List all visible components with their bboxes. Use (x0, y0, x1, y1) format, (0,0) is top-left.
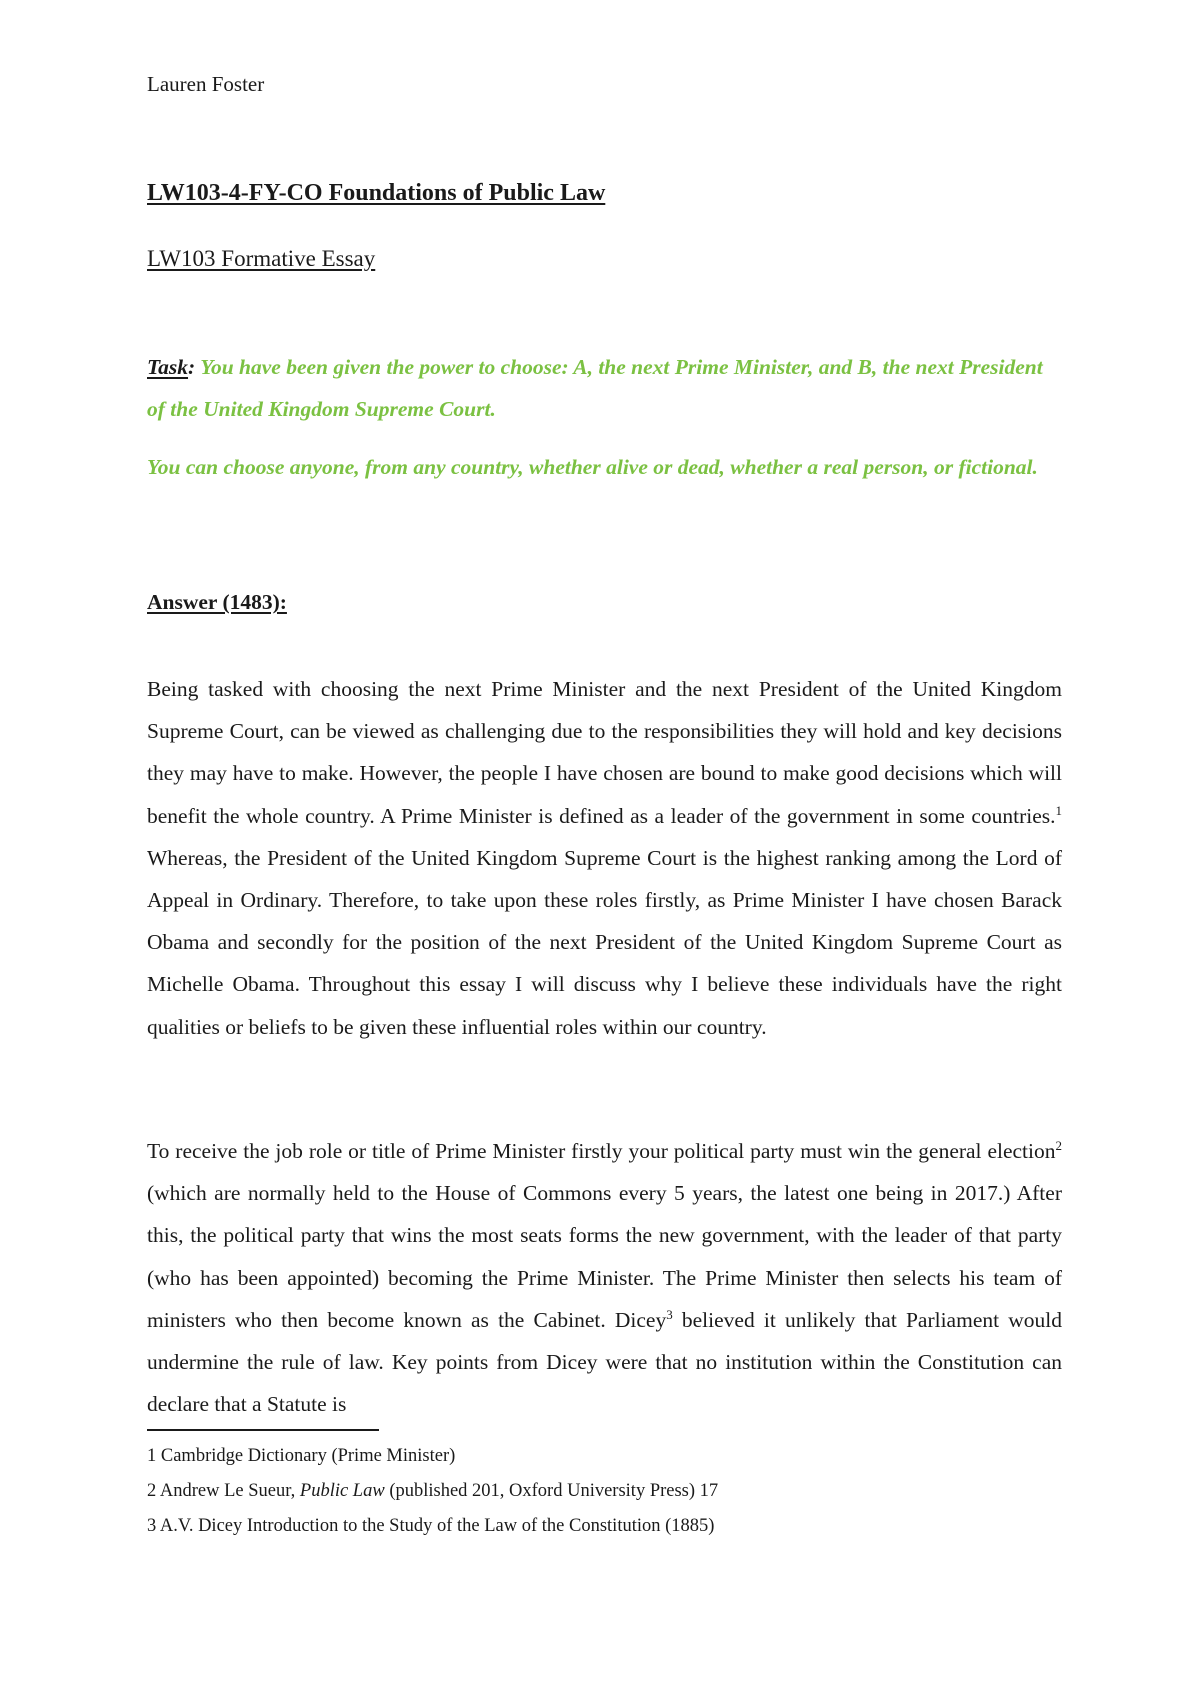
essay-title: LW103 Formative Essay (147, 246, 376, 271)
paragraph-2-text-b: (which are normally held to the House of Commons every 5 years, the latest one being in 2017.) After this, the political party that wins the most seats forms the new government, with the leader of that party (who has been appointed) becoming the Prime Minister. The Prime Minister then selects his team of ministers who then become known as the Cabinet. Dicey (147, 1181, 1062, 1332)
footnote-1: 1 Cambridge Dictionary (Prime Minister) (147, 1446, 456, 1466)
footnote-separator (147, 1429, 379, 1431)
footnote-2-italic: Public Law (299, 1481, 385, 1501)
footnote-2-suffix: (published 201, Oxford University Press) 17 (384, 1481, 719, 1501)
footnotes (147, 1439, 718, 1544)
course-title: LW103-4-FY-CO Foundations of Public Law (147, 180, 606, 206)
footnote-2-prefix: 2 Andrew Le Sueur, (147, 1481, 300, 1501)
paragraph-2-text-a: To receive the job role or title of Prime Minister firstly your political party must win the general election (147, 1139, 1056, 1163)
task-prompt (147, 346, 1062, 430)
footnote-ref-3: 3 (666, 1306, 673, 1322)
answer-heading: Answer (1483): (147, 590, 287, 614)
footnote-3: 3 A.V. Dicey Introduction to the Study of the Law of the Constitution (1885) (147, 1516, 715, 1536)
paragraph-1-text-a: Being tasked with choosing the next Prime Minister and the next President of the United Kingdom Supreme Court, can be viewed as challenging due to the responsibilities they will hold and key decisions they may have to make. However, the people I have chosen are bound to make good decisions which will benefit the whole country. A Prime Minister is defined as a leader of the government in some countries. (147, 677, 1062, 828)
task-label: Task (147, 355, 189, 379)
paragraph-1-text-b: Whereas, the President of the United Kingdom Supreme Court is the highest ranking among the Lord of Appeal in Ordinary. Therefore, to take upon these roles firstly, as Prime Minister I have chosen Barack Obama and secondly for the position of the next President of the United Kingdom Supreme Court as Michelle Obama. Throughout this essay I will discuss why I believe these individuals have the right qualities or beliefs to be given these influential roles within our country. (147, 845, 1062, 1039)
task-colon: : (188, 355, 196, 379)
task-block (147, 346, 1062, 488)
task-text-1: You have been given the power to choose: A, the next Prime Minister, and B, the next President of the United Kingdom Supreme Court. (147, 355, 1043, 421)
footnote-2 (147, 1474, 718, 1509)
body-paragraph-1 (147, 668, 1062, 1048)
footnote-ref-1: 1 (1055, 802, 1062, 818)
footnote-ref-2: 2 (1055, 1137, 1062, 1153)
body-paragraph-2 (147, 1130, 1062, 1425)
author-name: Lauren Foster (147, 72, 265, 96)
paragraph-2-text-c: believed it unlikely that Parliament would undermine the rule of law. Key points from Dicey were that no institution within the Constitution can declare that a Statute is (147, 1307, 1062, 1417)
task-text-2: You can choose anyone, from any country, whether alive or dead, whether a real person, or fictional. (147, 455, 1038, 479)
